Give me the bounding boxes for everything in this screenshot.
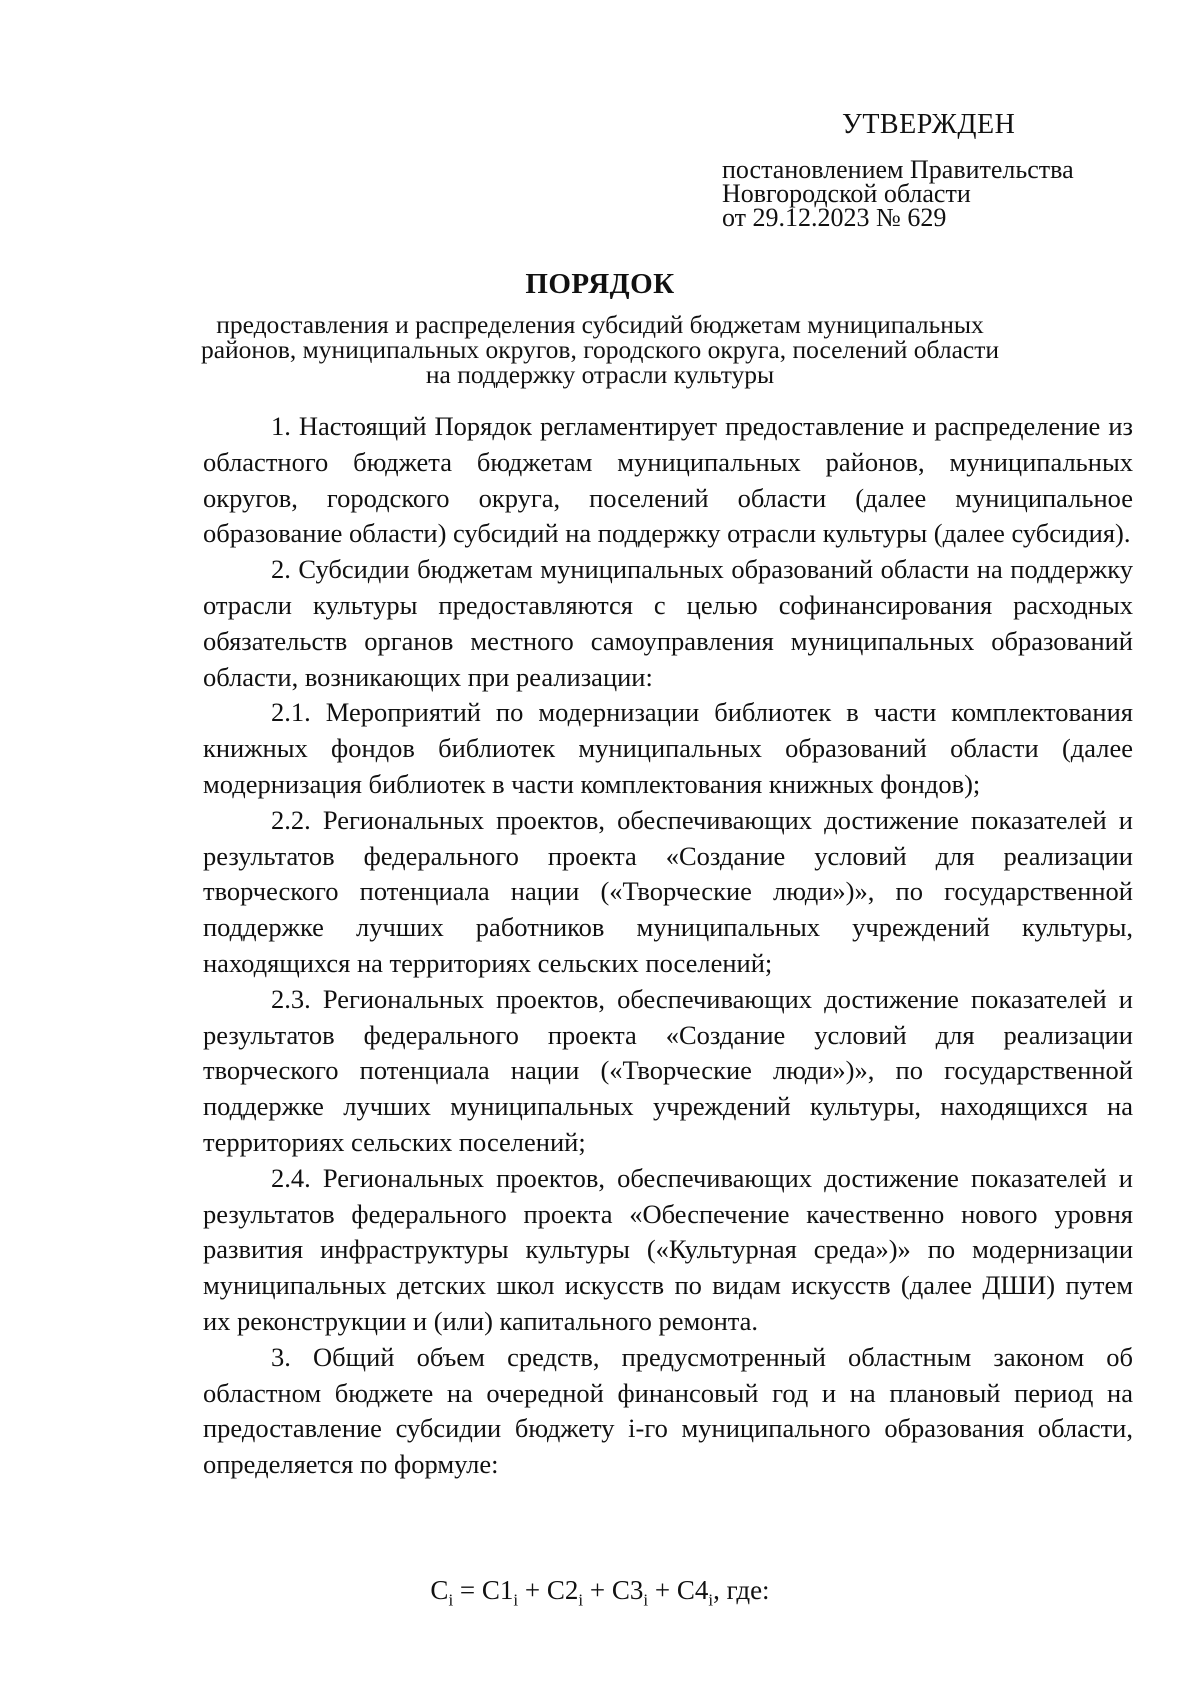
subtitle-line: районов, муниципальных округов, городского округа, поселений области	[200, 335, 1000, 364]
subtitle-line: на поддержку отрасли культуры	[425, 360, 775, 389]
approval-line: от 29.12.2023 № 629	[722, 203, 947, 232]
formula-operator: +	[518, 1575, 547, 1605]
formula-term: $C2_i$	[546, 1575, 584, 1610]
paragraph-2-3: 2.3. Региональных проектов, обеспечивающих достижение показателей и результатов федерального проекта «Создание условий для реализации творческого потенциала нации («Творческие люди»)», по государственной поддержке лучших муниципальных учреждений культуры, находящихся на территориях сельских поселений;	[203, 983, 1133, 1157]
paragraph-2: 2. Субсидии бюджетам муниципальных образований области на поддержку отрасли культуры предоставляются с целью софинансирования расходных обязательств органов местного самоуправления муниципальных образований области, возникающих при реализации:	[203, 554, 1133, 692]
formula-subscript: i	[448, 1590, 454, 1610]
formula-subscript: i	[643, 1590, 649, 1610]
formula-operator: +	[583, 1575, 612, 1605]
approval-line: постановлением Правительства	[722, 155, 1074, 184]
formula-suffix: , где:	[713, 1575, 770, 1605]
document-body	[203, 409, 1133, 1483]
formula-operator: =	[453, 1575, 482, 1605]
document-subtitle	[200, 312, 1000, 387]
formula-term: $C3_i$	[611, 1575, 649, 1610]
formula-subscript: i	[708, 1590, 714, 1610]
subsidy-formula	[0, 1572, 1200, 1608]
approval-line: Новгородской области	[722, 179, 971, 208]
formula-term: $C1_i$	[481, 1575, 519, 1610]
approval-heading: УТВЕРЖДЕН	[842, 109, 1016, 140]
paragraph-3: 3. Общий объем средств, предусмотренный областным законом об областном бюджете на очередной финансовый год и на плановый период на предоставление субсидии бюджету i-го муниципального образования области, определяется по формуле:	[203, 1341, 1133, 1480]
formula-term: $C_i$	[430, 1575, 454, 1610]
formula-subscript: i	[578, 1590, 584, 1610]
paragraph-2-2: 2.2. Региональных проектов, обеспечивающих достижение показателей и результатов федерального проекта «Создание условий для реализации творческого потенциала нации («Творческие люди»)», по государственной поддержке лучших работников муниципальных учреждений культуры, находящихся на территориях сельских поселений;	[203, 804, 1133, 978]
approval-stamp	[722, 108, 1162, 230]
subtitle-line: предоставления и распределения субсидий бюджетам муниципальных	[216, 310, 984, 339]
paragraph-2-4: 2.4. Региональных проектов, обеспечивающих достижение показателей и результатов федерального проекта «Обеспечение качественно нового уровня развития инфраструктуры культуры («Культурная среда»)» по модернизации муниципальных детских школ искусств по видам искусств (далее ДШИ) путем их реконструкции и (или) капитального ремонта.	[203, 1162, 1133, 1336]
formula-operator: +	[648, 1575, 677, 1605]
formula-subscript: i	[513, 1590, 519, 1610]
formula-term: $C4_i$	[676, 1575, 714, 1610]
paragraph-1: 1. Настоящий Порядок регламентирует предоставление и распределение из областного бюджета бюджетам муниципальных районов, муниципальных округов, городского округа, поселений области (далее муниципальное образование области) субсидий на поддержку отрасли культуры (далее субсидия).	[203, 411, 1133, 549]
paragraph-2-1: 2.1. Мероприятий по модернизации библиотек в части комплектования книжных фондов библиотек муниципальных образований области (далее модернизация библиотек в части комплектования книжных фондов);	[203, 697, 1133, 799]
document-title: ПОРЯДОК	[525, 268, 675, 300]
formula-expression	[430, 1575, 714, 1610]
